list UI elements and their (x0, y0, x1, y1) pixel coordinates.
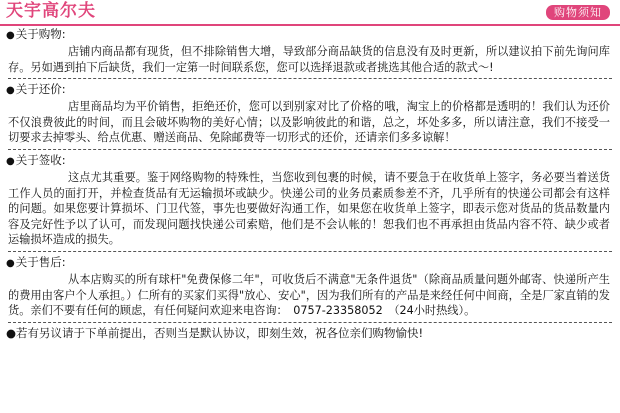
bullet-icon: ● (6, 155, 15, 167)
bullet-icon: ● (6, 325, 17, 340)
section-body: 这点尤其重要。鉴于网络购物的特殊性，当您收到包裹的时候，请不要急于在收货单上签字，务必要当着送货工作人员的面打开，并检查货品有无运输损坏或缺少。快递公司的业务员素质参差不齐，几乎所有的快递公司都会有这样的问题。如果您要计算损坏、门卫代签，事先也要做好沟通工作，如果您在收货单上签字，即表示您对货品的货品数量内容及完好性予以了认可，而发现问题找快递公司索赔，他们是不会认帐的！恕我们也不再承担由货品内容不符、缺少或者运输损坏造成的损失。 (8, 170, 610, 247)
section-title-text: 关于购物: (15, 27, 66, 41)
dashed-divider (8, 149, 612, 150)
dashed-divider (8, 78, 612, 79)
section-title (0, 26, 620, 44)
section-shopping (0, 26, 620, 75)
dashed-divider (8, 322, 612, 323)
bullet-icon: ● (6, 85, 15, 97)
section-signing (0, 152, 620, 248)
bullet-icon: ● (6, 257, 15, 269)
footer-note (0, 325, 620, 341)
section-title (0, 81, 620, 99)
section-body: 店里商品均为平价销售，拒绝还价，您可以到别家对比了价格的哦，淘宝上的价格都是透明的！我们认为还价不仅浪费彼此的时间，而且会破坏购物的美好心情；以及影响彼此的和谐，总之，坏处多多，所以请注意，我们不接受一切要求去掉零头、给点优惠、赠送商品、免除邮费等一切形式的还价，还请亲们多多谅解！ (8, 100, 610, 145)
section-title-text: 关于售后: (15, 254, 66, 269)
section-title (0, 152, 620, 170)
dashed-divider (8, 251, 612, 252)
section-title-text: 关于还价: (15, 82, 66, 97)
brand-title: 天宇高尔夫 (6, 1, 96, 21)
section-after-sales (0, 254, 620, 319)
section-bargaining (0, 81, 620, 146)
notice-badge: 购物须知 (546, 5, 610, 20)
bullet-icon: ● (6, 30, 15, 41)
header-bar (0, 0, 620, 26)
footer-note-text: 若有另议请于下单前提出，否则当是默认协议，即刻生效，祝各位亲们购物愉快! (16, 325, 424, 340)
section-title-text: 关于签收: (15, 152, 66, 167)
section-title (0, 254, 620, 272)
section-body: 店铺内商品都有现货，但不排除销售大增，导致部分商品缺货的信息没有及时更新，所以建议拍下前先询问库存。另如遇到拍下后缺货，我们一定第一时间联系您，您可以选择退款或者挑选其他合适的款式～! (8, 45, 610, 74)
section-body: 从本店购买的所有球杆"免费保修二年"，可收货后不满意"无条件退货"（除商品质量问题外邮寄、快递所产生的费用由客户个人承担。）仁所有的买家们买得"放心、安心"，因为我们所有的产品是来经任何中间商，全是厂家直销的发货。亲们不要有任何的顾虑，有任何疑问欢迎来电咨询： 0757-23358052 （24小时热线）。 (8, 272, 610, 318)
